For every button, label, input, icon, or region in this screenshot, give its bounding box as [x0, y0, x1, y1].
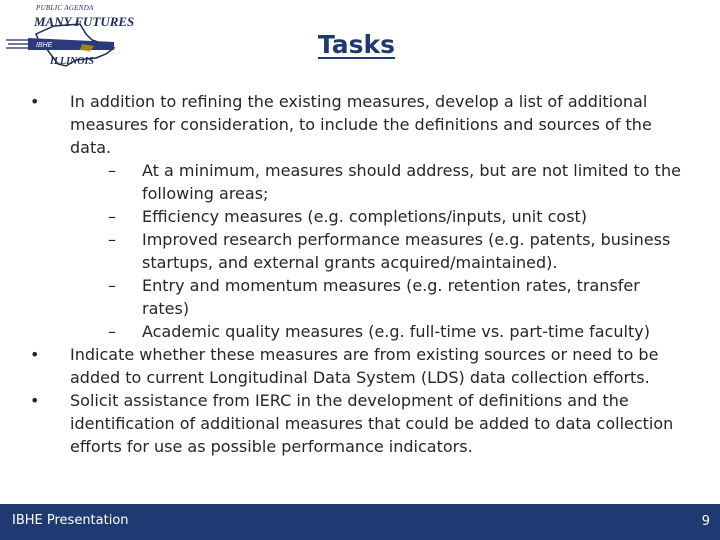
dash-icon: –: [108, 230, 116, 249]
sub-bullet-text: At a minimum, measures should address, but are not limited to the following areas;: [142, 161, 681, 203]
sub-bullet-item: [70, 205, 690, 228]
sub-bullet-item: [70, 159, 690, 205]
bullet-text: Solicit assistance from IERC in the development of definitions and the identification of additional measures that could be added to data collection efforts for use as possible performance indicators.: [70, 391, 674, 456]
dash-icon: –: [108, 322, 116, 341]
logo-top-text: PUBLIC AGENDA: [36, 4, 94, 12]
sub-bullet-text: Efficiency measures (e.g. completions/inputs, unit cost): [142, 207, 588, 226]
page-number: 9: [701, 514, 710, 529]
bullet-item: [30, 90, 690, 159]
sub-bullet-text: Improved research performance measures (e.g. patents, business startups, and external grants acquired/maintained).: [142, 230, 671, 272]
sub-bullet-text: Entry and momentum measures (e.g. retention rates, transfer rates): [142, 276, 640, 318]
bullet-text: Indicate whether these measures are from existing sources or need to be added to current Longitudinal Data System (LDS) data collection efforts.: [70, 345, 659, 387]
bullet-icon: •: [30, 92, 40, 111]
logo-bottom-text: ILLINOIS: [50, 56, 94, 67]
dash-icon: –: [108, 207, 116, 226]
logo-badge-text: IBHE: [36, 42, 53, 49]
footer-label: IBHE Presentation: [12, 513, 129, 528]
slide-title: Tasks: [317, 30, 395, 59]
sub-bullet-item: [70, 228, 690, 274]
sub-bullet-text: Academic quality measures (e.g. full-time vs. part-time faculty): [142, 322, 650, 341]
sub-bullet-item: [70, 320, 690, 343]
footer-bar: [0, 504, 720, 540]
dash-icon: –: [108, 161, 116, 180]
dash-icon: –: [108, 276, 116, 295]
bullet-icon: •: [30, 391, 40, 410]
bullet-text: In addition to refining the existing measures, develop a list of additional measures for consideration, to include the definitions and sources of the data.: [70, 92, 652, 157]
logo-main-text: MANY FUTURES: [34, 14, 135, 29]
slide-body: [30, 90, 690, 458]
bullet-item: [30, 389, 690, 458]
bullet-item: [30, 343, 690, 389]
bullet-icon: •: [30, 345, 40, 364]
sub-bullet-item: [70, 274, 690, 320]
